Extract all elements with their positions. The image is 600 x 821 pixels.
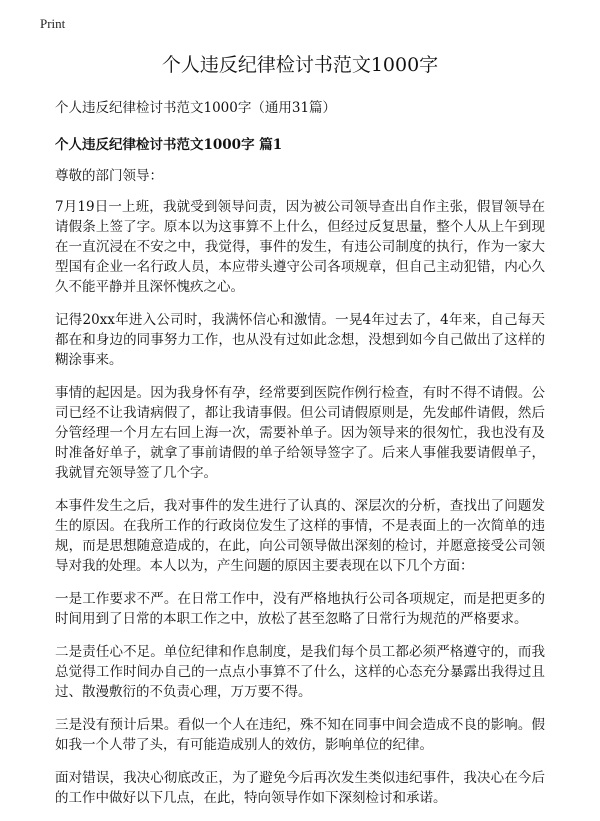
section-heading: 个人违反纪律检讨书范文1000字 篇1 <box>55 137 283 153</box>
salutation: 尊敬的部门领导： <box>55 168 163 184</box>
print-label: Print <box>40 16 66 31</box>
paragraph: 7月19日一上班，我就受到领导问责，因为被公司领导查出自作主张，假冒领导在请假条上签了字。原本以为这事算不上什么，但经过反复思量，整个人从上午到现在一直沉浸在不安之中，我觉得，事件的发生，有违公司制度的执行，作为一家大型国有企业一名行政人员，本应带头遵守公司各项规章，但自己主动犯错，内心久久不能平静并且深怀愧疚之心。 <box>55 199 545 295</box>
paragraph: 记得20xx年进入公司时，我满怀信心和激情。一晃4年过去了，4年来，自己每天都在和身边的同事努力工作，也从没有过如此念想，没想到如今自己做出了这样的糊涂事来。 <box>55 312 545 368</box>
document-body <box>55 52 545 821</box>
paragraph: 面对错误，我决心彻底改正，为了避免今后再次发生类似违纪事件，我决心在今后的工作中做好以下几点，在此，特向领导作如下深刻检讨和承诺。 <box>55 770 545 806</box>
document-subtitle: 个人违反纪律检讨书范文1000字（通用31篇） <box>55 100 337 116</box>
paragraph: 本事件发生之后，我对事件的发生进行了认真的、深层次的分析，查找出了问题发生的原因。在我所工作的行政岗位发生了这样的事情，不是表面上的一次简单的违规，而是思想随意造成的，在此，向公司领导做出深刻的检讨，并愿意接受公司领导对我的处理。本人以为，产生问题的原因主要表现在以下几个方面： <box>55 498 545 574</box>
paragraph: 事情的起因是。因为我身怀有孕，经常要到医院作例行检查，有时不得不请假。公司已经不让我请病假了，都让我请事假。但公司请假原则是，先发邮件请假，然后分管经理一个月左右回上海一次，需要补单子。因为领导来的很匆忙，我也没有及时准备好单子，就拿了事前请假的单子给领导签字了。后来人事催我要请假单子，我就冒充领导签了几个字。 <box>55 385 545 481</box>
paragraph: 三是没有预计后果。看似一个人在违纪，殊不知在同事中间会造成不良的影响。假如我一个人带了头，有可能造成别人的效仿，影响单位的纪律。 <box>55 717 545 753</box>
paragraph: 一是工作要求不严。在日常工作中，没有严格地执行公司各项规定，而是把更多的时间用到了日常的本职工作之中，放松了甚至忽略了日常行为规范的严格要求。 <box>55 591 545 627</box>
document-title: 个人违反纪律检讨书范文1000字 <box>161 54 439 76</box>
paragraph: 二是责任心不足。单位纪律和作息制度，是我们每个员工都必须严格遵守的，而我总觉得工作时间办自己的一点点小事算不了什么，这样的心态充分暴露出我得过且过、散漫敷衍的不负责心理，万万要不得。 <box>55 644 545 700</box>
